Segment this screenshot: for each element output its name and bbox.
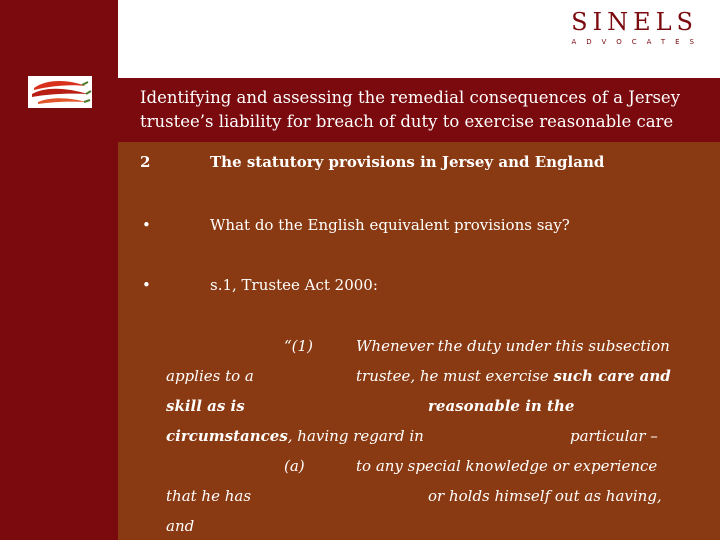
- slide-title: Identifying and assessing the remedial consequences of a Jersey trustee’s liability for breach of duty to exercise reasonable care: [140, 88, 681, 131]
- header-band: [118, 0, 720, 78]
- bullet-marker: •: [142, 216, 151, 234]
- bullet-text: s.1, Trustee Act 2000:: [210, 276, 378, 294]
- quote-text: trustee, he must exercise: [356, 367, 554, 385]
- quote-line: particular –: [570, 427, 658, 445]
- quote-emphasis: reasonable in the: [428, 397, 575, 415]
- bullet-marker: •: [142, 276, 151, 294]
- quote-line: [166, 427, 424, 445]
- quote-emphasis: such care and: [553, 367, 671, 385]
- quote-line: to any special knowledge or experience: [356, 457, 658, 475]
- quote-emphasis: skill as is: [166, 397, 245, 415]
- quote-line: and: [166, 517, 195, 535]
- quote-subsection-marker: “(1): [284, 337, 313, 355]
- quote-line: Whenever the duty under this subsection: [356, 337, 670, 355]
- quote-line: applies to a: [166, 367, 254, 385]
- quote-line: or holds himself out as having,: [428, 487, 662, 505]
- section-heading: The statutory provisions in Jersey and England: [210, 153, 605, 171]
- bullet-text: What do the English equivalent provisions say?: [210, 216, 570, 234]
- quote-line: [356, 367, 671, 385]
- chili-peppers-icon: [28, 76, 92, 108]
- quote-text: , having regard in: [287, 427, 424, 445]
- quote-emphasis: circumstances: [166, 427, 288, 445]
- logo-subtitle: ADVOCATES: [571, 38, 704, 46]
- section-number: 2: [140, 153, 151, 171]
- sinels-logo: [571, 8, 704, 46]
- quote-line: that he has: [166, 487, 252, 505]
- quote-subsection-marker: (a): [284, 457, 305, 475]
- logo-name: SINELS: [571, 8, 698, 36]
